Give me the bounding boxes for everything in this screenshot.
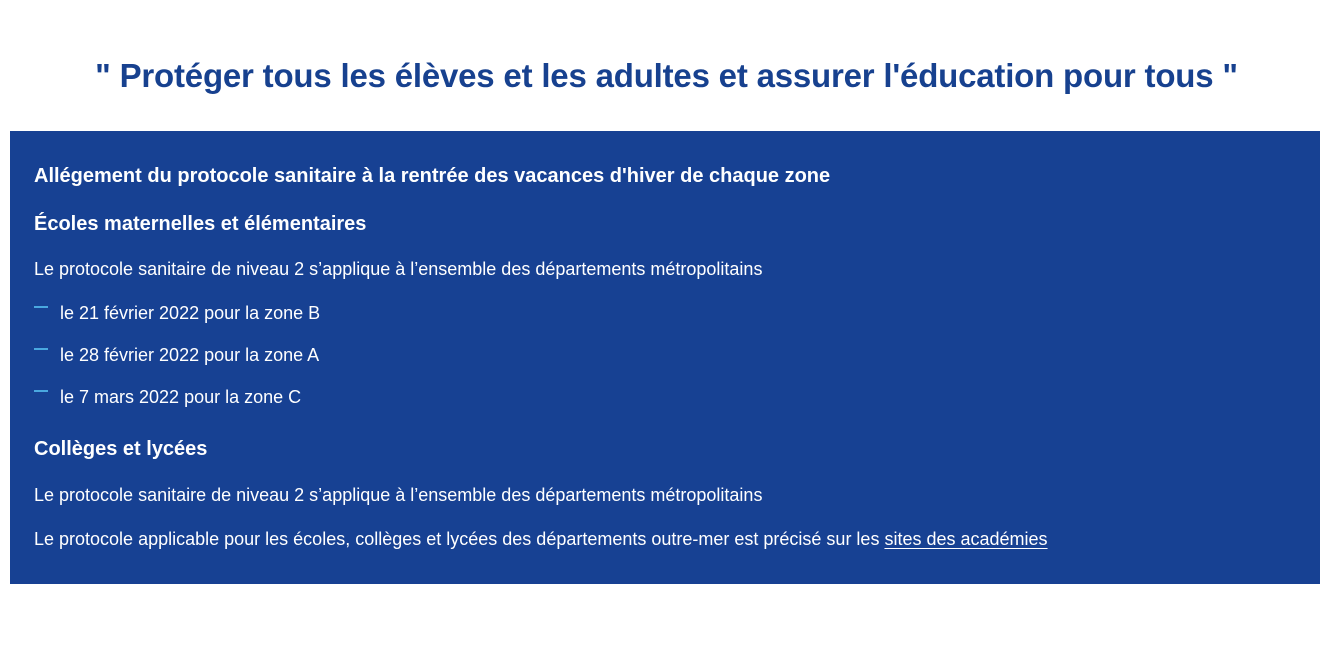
colleges-heading: Collèges et lycées: [34, 438, 208, 460]
colleges-intro: Le protocole sanitaire de niveau 2 s’applique à l’ensemble des départements métropolitains: [34, 485, 763, 505]
dash-bullet-icon: [34, 306, 48, 308]
list-item-label: le 7 mars 2022 pour la zone C: [60, 387, 302, 407]
page-headline: " Protéger tous les élèves et les adultes et assurer l'éducation pour tous ": [95, 57, 1238, 94]
list-item-label: le 21 février 2022 pour la zone B: [60, 303, 321, 323]
schools-heading: Écoles maternelles et élémentaires: [34, 213, 367, 235]
outre-mer-note-text: Le protocole applicable pour les écoles, collèges et lycées des départements outre-mer est précisé sur les: [34, 529, 885, 549]
list-item: [34, 301, 320, 325]
list-item-label: le 28 février 2022 pour la zone A: [60, 345, 320, 365]
dash-bullet-icon: [34, 348, 48, 350]
list-item: [34, 343, 319, 367]
protocol-panel: [10, 131, 1320, 584]
schools-intro: Le protocole sanitaire de niveau 2 s’applique à l’ensemble des départements métropolitains: [34, 259, 763, 279]
dash-bullet-icon: [34, 390, 48, 392]
panel-title: Allégement du protocole sanitaire à la rentrée des vacances d'hiver de chaque zone: [34, 165, 831, 187]
outre-mer-note: [34, 527, 1296, 551]
list-item: [34, 385, 301, 409]
academies-sites-link[interactable]: sites des académies: [884, 529, 1048, 549]
